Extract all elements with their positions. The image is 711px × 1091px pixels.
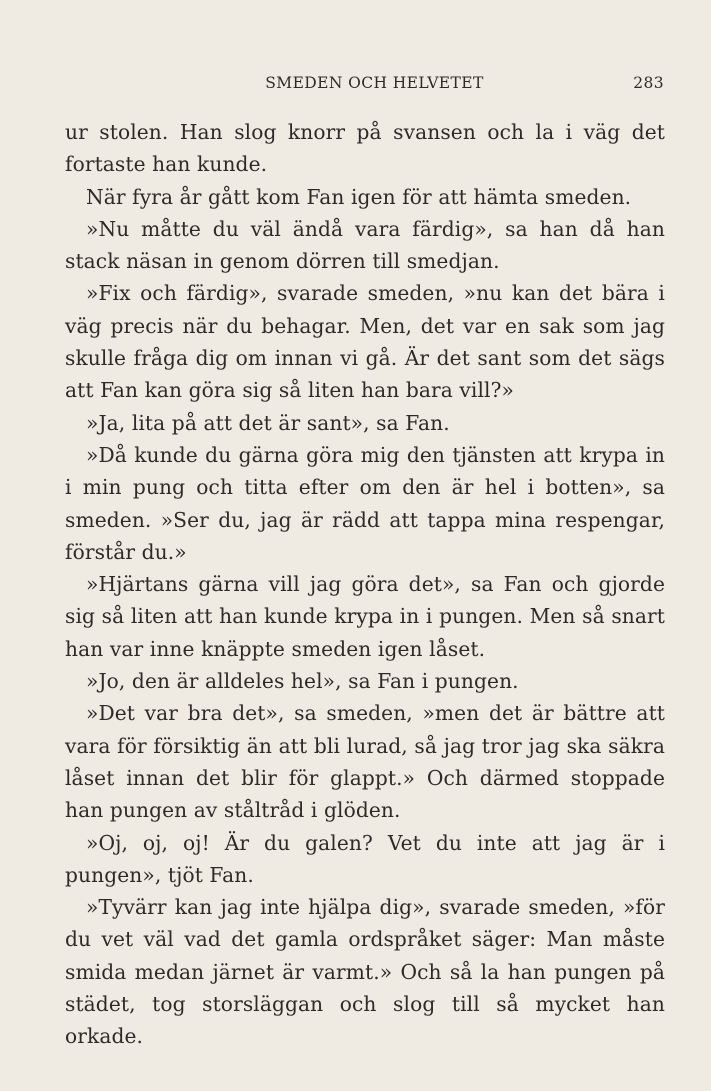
paragraph: »Då kunde du gärna göra mig den tjänsten att krypa in i min pung och titta efter om den är hel i botten», sa smeden. »Ser du, jag är rädd att tappa mina respengar, förstår du.» — [65, 442, 665, 564]
paragraph: »Tyvärr kan jag inte hjälpa dig», svarade smeden, »för du vet väl vad det gamla ordspråket säger: Man måste smida medan järnet är varmt.» Och så la han pungen på städet, tog storsläggan och slog till så mycket han orkade. — [65, 895, 665, 1049]
running-head — [65, 74, 664, 98]
chapter-title: SMEDEN OCH HELVETET — [265, 74, 484, 92]
paragraph: »Jo, den är alldeles hel», sa Fan i pungen. — [86, 669, 519, 694]
paragraph: »Hjärtans gärna vill jag göra det», sa Fan och gjorde sig så liten att han kunde krypa in i pungen. Men så snart han var inne knäppte smeden igen låset. — [65, 572, 665, 661]
page-number: 283 — [633, 74, 664, 92]
paragraph: »Fix och färdig», svarade smeden, »nu kan det bära i väg precis när du behagar. Men, det var en sak som jag skulle fråga dig om innan vi gå. Är det sant som det sägs att Fan kan göra sig så liten han bara vill?» — [65, 281, 665, 403]
paragraph: När fyra år gått kom Fan igen för att hämta smeden. — [86, 184, 632, 209]
paragraph: »Det var bra det», sa smeden, »men det är bättre att vara för försiktig än att bli lurad, så jag tror jag ska säkra låset innan det blir för glappt.» Och därmed stoppade han pungen av ståltråd i glöden. — [65, 701, 665, 823]
body-text — [65, 116, 665, 1053]
paragraph: »Ja, lita på att det är sant», sa Fan. — [86, 410, 450, 435]
paragraph: ur stolen. Han slog knorr på svansen och la i väg det fortaste han kunde. — [65, 120, 665, 177]
paragraph: »Nu måtte du väl ändå vara färdig», sa han då han stack näsan in genom dörren till smedjan. — [65, 216, 665, 274]
paragraph: »Oj, oj, oj! Är du galen? Vet du inte att jag är i pungen», tjöt Fan. — [65, 830, 665, 887]
